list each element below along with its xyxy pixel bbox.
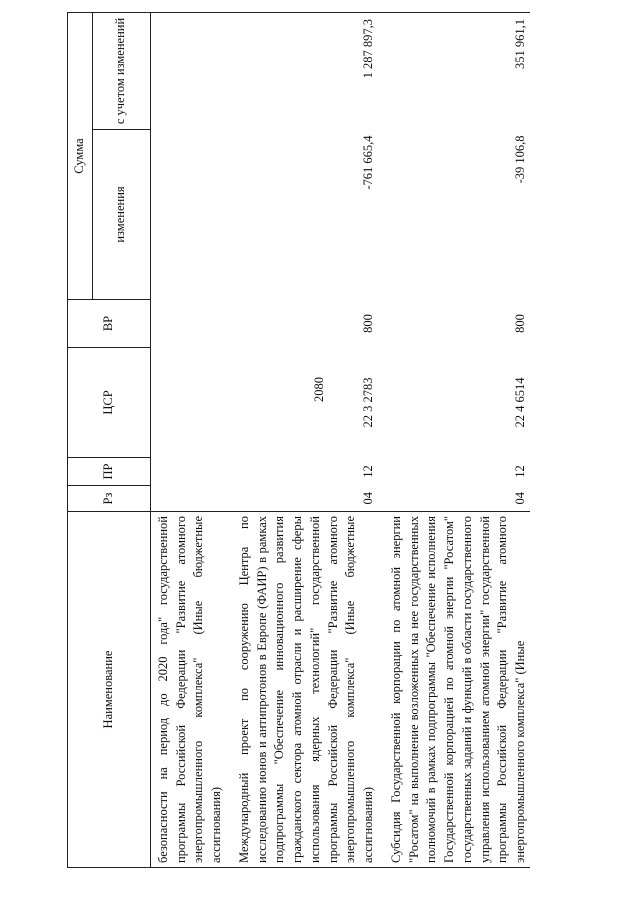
table-row	[232, 13, 378, 868]
table-row	[384, 13, 530, 868]
row-csr	[150, 348, 226, 458]
row-pr: 12	[513, 465, 527, 478]
header-rz: Рз	[68, 486, 151, 512]
table-row	[150, 13, 226, 868]
budget-table	[67, 12, 530, 868]
row-name: Субсидия Государственной корпорации по атомной энергии "Росатом" на выполнение возложенных на нее государственных полномочий в рамках подпрограммы "Обеспечение исполнения Государственной корпорацией по атомной энергии "Росатом" государственных заданий и функций в области государственного управления использованием атомной энергии" государственной программы Российской Федерации "Развитие атомного энергопромышленного комплекса" (Иные	[384, 512, 530, 868]
header-sum: Сумма	[68, 13, 93, 300]
row-rz	[150, 486, 226, 512]
row-name: Международный проект по сооружению Центра по исследованию ионов и антипротонов в Европе (ФАИР) в рамках подпрограммы "Обеспечение инновационного развития гражданского сектора атомной отрасли и расширение сферы использования ядерных технологий" государственной программы Российской Федерации "Развитие атомного энергопромышленного комплекса" (Иные бюджетные ассигнования)	[232, 512, 378, 868]
row-csr: 22 4 6514	[513, 377, 527, 428]
row-vr: 800	[361, 314, 375, 333]
row-name: безопасности на период до 2020 года" государственной программы Российской Федерации "Развитие атомного энергопромышленного комплекса" (Иные бюджетные ассигнования)	[150, 512, 226, 868]
row-vr	[150, 300, 226, 348]
header-csr: ЦСР	[68, 348, 151, 458]
row-pr	[150, 458, 226, 486]
row-change: -39 106,8	[513, 135, 527, 184]
header-changes: изменения	[92, 130, 150, 300]
row-change: -761 665,4	[361, 135, 375, 190]
header-vr: ВР	[68, 300, 151, 348]
row-pr: 12	[361, 465, 375, 478]
header-name: Наименование	[68, 512, 151, 868]
row-total: 351 961,1	[384, 13, 530, 130]
row-csr: 22 3 2783	[361, 377, 375, 428]
row-total: 1 287 897,3	[232, 13, 378, 130]
row-vr: 800	[513, 314, 527, 333]
header-with-changes: с учетом изменений	[92, 13, 150, 130]
header-pr: ПР	[68, 458, 151, 486]
page-number: 2080	[312, 377, 326, 402]
row-total	[150, 13, 226, 130]
row-rz: 04	[232, 486, 378, 512]
row-change	[150, 130, 226, 300]
row-rz: 04	[384, 486, 530, 512]
document-page	[67, 13, 582, 868]
